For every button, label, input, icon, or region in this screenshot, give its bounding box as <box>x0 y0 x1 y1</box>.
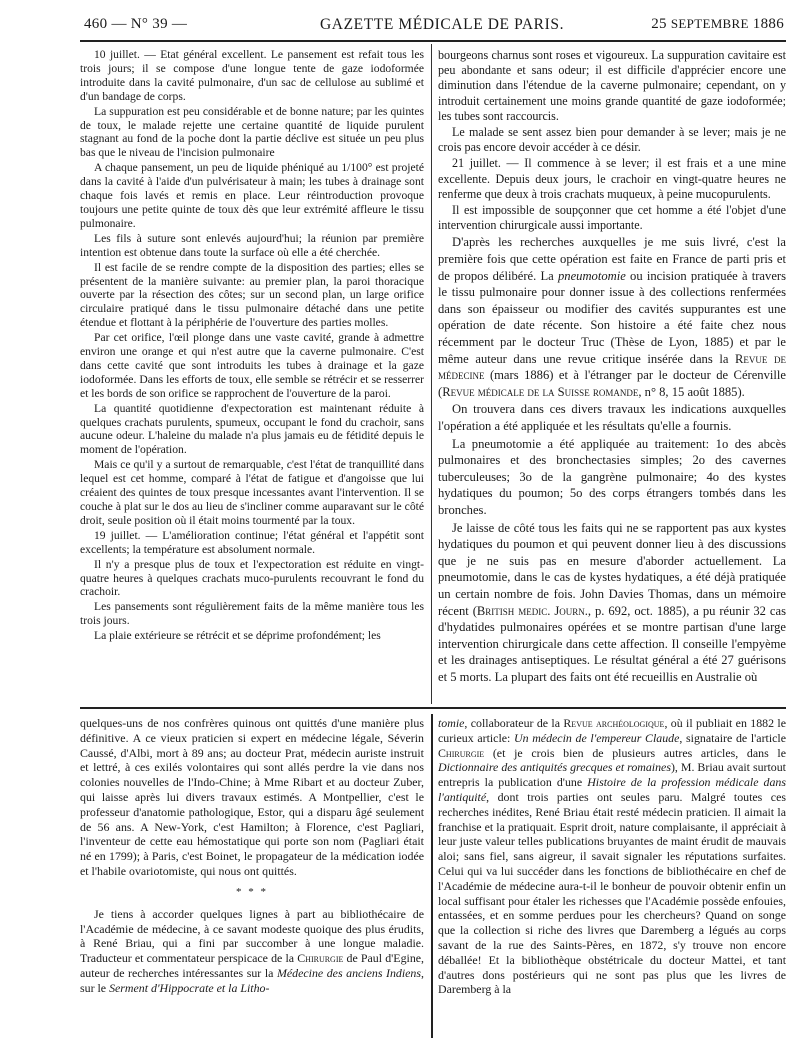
page-number: 460 — N° 39 — <box>84 16 188 32</box>
paragraph: Par cet orifice, l'œil plonge dans une vaste cavité, grande à admettre environ une orange et qui n'est autre que la caverne pulmonaire. C'est dans cette cavité que sont introduits les tubes à drainage et la gaze iodoformée. Dans les efforts de toux, elle semble se rétrécir et se resserrer et les bords de son orifice se rapprochent de l'ouverture de la paroi. <box>80 331 424 400</box>
paragraph: Il est impossible de soupçonner que cet homme a été l'objet d'une intervention chirurgicale aussi importante. <box>438 203 786 233</box>
paragraph: Les fils à suture sont enlevés aujourd'hui; la réunion par première intention est obtenue dans toute la surface où elle a été cherchée. <box>80 231 424 259</box>
paragraph: Mais ce qu'il y a surtout de remarquable, c'est l'état de tranquillité dans lequel est cet homme, comparé à l'état de fatigue et d'angoisse que lui créaient des quintes de toux presque incessantes avant l'intervention. Il se couche à plat sur le dos au lieu de s'incliner comme auparavant sur le côté droit, seule position où il était moins tourmenté par la toux. <box>80 458 424 527</box>
header-rule <box>80 40 786 42</box>
asterism: * * * <box>236 885 268 898</box>
paragraph: 21 juillet. — Il commence à se lever; il est frais et a une mine excellente. Depuis deux jours, le crachoir en vingt-quatre heures ne renferme que deux à trois crachats muqueux, à peine mucopurulents. <box>438 156 786 201</box>
paragraph: D'après les recherches auxquelles je me suis livré, c'est la première fois que cette opération est faite en France de parti pris et de propos délibéré. La pneumotomie ou incision pratiquée à travers le tissu pulmonaire pour donner issue à des collections renfermées dans son épaisseur ou modifier des cavités suppurantes est une opération de date récente. Son histoire a été faite chez nous récemment par le docteur Truc (Thèse de Lyon, 1885) et par le même auteur dans une revue critique insérée dans la Revue de médecine (mars 1886) et à l'étranger par le docteur de Cérenville (Revue médicale de la Suisse romande, n° 8, 15 août 1885). <box>438 235 786 399</box>
column-top-right <box>438 48 786 698</box>
paragraph: La pneumotomie a été appliquée au traitement: 1o des abcès pulmonaires et des bronchectasies simples; 2o des cavernes tuberculeuses; 3o de la gangrène pulmonaire; 4o des kystes hydatiques du poumon; 5o des corps étrangers tombés dans les bronches. <box>438 436 786 517</box>
column-divider-bottom <box>431 714 433 1038</box>
paragraph: Le malade se sent assez bien pour demander à se lever; mais je ne crois pas encore devoir accéder à ce désir. <box>438 125 786 155</box>
paragraph: Il est facile de se rendre compte de la disposition des parties; elles se présentent de la manière suivante: au premier plan, la paroi thoracique ouverte par la résection des côtes; sur un second plan, un large orifice circulaire pratiqué dans le tissu pulmonaire détaché dans une petite étendue et flottant à la périphérie de l'ouverture des parties molles. <box>80 260 424 330</box>
page-header <box>84 14 784 40</box>
paragraph: tomie, collaborateur de la Revue archéologique, où il publiait en 1882 le curieux article: Un médecin de l'empereur Claude, signataire de l'article Chirurgie (et je crois bien de plusieurs autres articles, dans le Dictionnaire des antiquités grecques et romaines), M. Briau avait surtout entrepris la publication d'une Histoire de la profession médicale dans l'antiquité, dont trois parties ont seules paru. Malgré toutes ces recherches inédites, René Briau était resté médecin praticien. Il aimait la franchise et la pratiquait. Esprit droit, nature complaisante, il appréciait à leur juste valeur telles publications bruyantes de maint érudit de mauvais aloi; sans fiel, sans aigreur, il savait signaler les réputations surfaites. Celui qui va lui succéder dans les fonctions de bibliothécaire en chef de l'Académie de médecine aura-t-il le bonheur de pouvoir obtenir enfin un local suffisant pour étaler les richesses que l'Académie possède enfouies, entassées, et en somme perdues pour les chercheurs? Quand on songe que la collection si riche des livres que Daremberg a légués au corps savant de la rue des Saints-Pères, en 1872, s'y trouve non encore déballée! Et la bibliothèque obstétricale du docteur Mattei, et tant d'autres dons postérieurs qui ne sont pas plus que les livres de Daremberg à la <box>438 716 786 997</box>
paragraph: La suppuration est peu considérable et de bonne nature; par les quintes de toux, le malade rejette une certaine quantité de liquide purulent stagnant au fond de la poche dont la partie déclive est située un peu plus bas que le niveau de l'incision pulmonaire <box>80 104 424 160</box>
paragraph: bourgeons charnus sont roses et vigoureux. La suppuration cavitaire est peu abondante et sans odeur; il est difficile d'apprécier encore une diminution dans l'étendue de la caverne pulmonaire; cependant, on y introduit certainement une moins grande quantité de gaze iodoformée; les tubes sont raccourcis. <box>438 48 786 123</box>
paragraph: La quantité quotidienne d'expectoration est maintenant réduite à quelques crachats purulents, spumeux, occupant le fond du crachoir, sans aucune odeur. L'haleine du malade n'a plus jamais eu de fétidité depuis le moment de l'opération. <box>80 401 424 457</box>
paragraph: Je tiens à accorder quelques lignes à part au bibliothécaire de l'Académie de médecine, à ce savant modeste quoique des plus érudits, à René Briau, qui a fini par succomber à une longue maladie. Traducteur et commentateur perspicace de la Chirurgie de Paul d'Egine, auteur de recherches intéressantes sur la Médecine des anciens Indiens, sur le Serment d'Hippocrate et la Litho- <box>80 906 424 995</box>
paragraph: A chaque pansement, un peu de liquide phéniqué au 1/100° est projeté dans la cavité à l'aide d'un pulvérisateur à main; les tubes à drainage sont chaque fois lavés et remis en place. Leur réintroduction provoque toujours une petite quinte de toux dès que leur extrémité affleure le tissu pulmonaire. <box>80 161 424 230</box>
paragraph: La plaie extérieure se rétrécit et se déprime profondément; les <box>94 629 381 643</box>
column-divider-top <box>431 44 432 704</box>
section-rule <box>80 707 786 709</box>
issue-date: 25 SEPTEMBRE 1886 <box>651 16 784 32</box>
paragraph: Il n'y a presque plus de toux et l'expectoration est réduite en vingt-quatre heures à quelques crachats muco-purulents recouvrant le fond du crachoir. <box>80 557 424 599</box>
paragraph: 19 juillet. — L'amélioration continue; l'état général et l'appétit sont excellents; la température est absolument normale. <box>80 528 424 556</box>
column-top-left <box>80 48 424 698</box>
paragraph: Les pansements sont régulièrement faits de la même manière tous les trois jours. <box>80 600 424 628</box>
paragraph: quelques-uns de nos confrères quinous ont quittés d'une manière plus définitive. A ce vieux praticien si expert en médecine légale, Séverin Caussé, d'Albi, mort à 89 ans; au docteur Prat, médecin auriste instruit et lettré, à ces exilés volontaires qui sont allés perdre la vie dans nos colonies nouvelles de l'Indo-Chine; à Mme Ribart et au docteur Zuber, qui laisse après lui divers travaux estimés. A Montpellier, c'est le professeur d'anatomie pathologique, Estor, qui a disparu âgé seulement de 56 ans. A New-York, c'est Hamilton; à Florence, c'est Pagliari, l'inventeur de cette eau hémostatique qui porte son nom (Pagliari était né en 1799); à Paris, c'est Boinet, le propagateur de la médication iodée et l'habile ovariotomiste, qui nous ont quittés. <box>80 716 424 878</box>
paragraph: On trouvera dans ces divers travaux les indications auxquelles l'opération a été appliquée et les résultats qu'elle a fournis. <box>438 402 786 433</box>
paragraph: 10 juillet. — Etat général excellent. Le pansement est refait tous les trois jours; il se compose d'une longue tente de gaze iodoformée introduite dans la cavité pulmonaire, d'un sac de cellulose au sublimé et d'un bandage de corps. <box>80 48 424 103</box>
column-bottom-left <box>80 716 424 1036</box>
column-bottom-right <box>438 716 786 1036</box>
journal-title: GAZETTE MÉDICALE DE PARIS. <box>320 16 565 33</box>
paragraph: Je laisse de côté tous les faits qui ne se rapportent pas aux kystes hydatiques du poumon et qui peuvent donner lieu à des discussions que je ne suis pas en mesure d'aborder actuellement. La pneumotomie, dans le cas de kystes hydatiques, a été déjà pratiquée un certain nombre de fois. John Davies Thomas, dans un mémoire récent (British medic. Journ., p. 692, oct. 1885), a pu réunir 32 cas d'hydatides pulmonaires opérées et se montre partisan d'une large intervention chirurgicale dans cette affection. Il conseille l'empyème et les drainages antiseptiques. Le résultat général a été 27 guérisons et 5 morts. La plupart des faits ont été recueillis en Australie où <box>438 520 786 684</box>
